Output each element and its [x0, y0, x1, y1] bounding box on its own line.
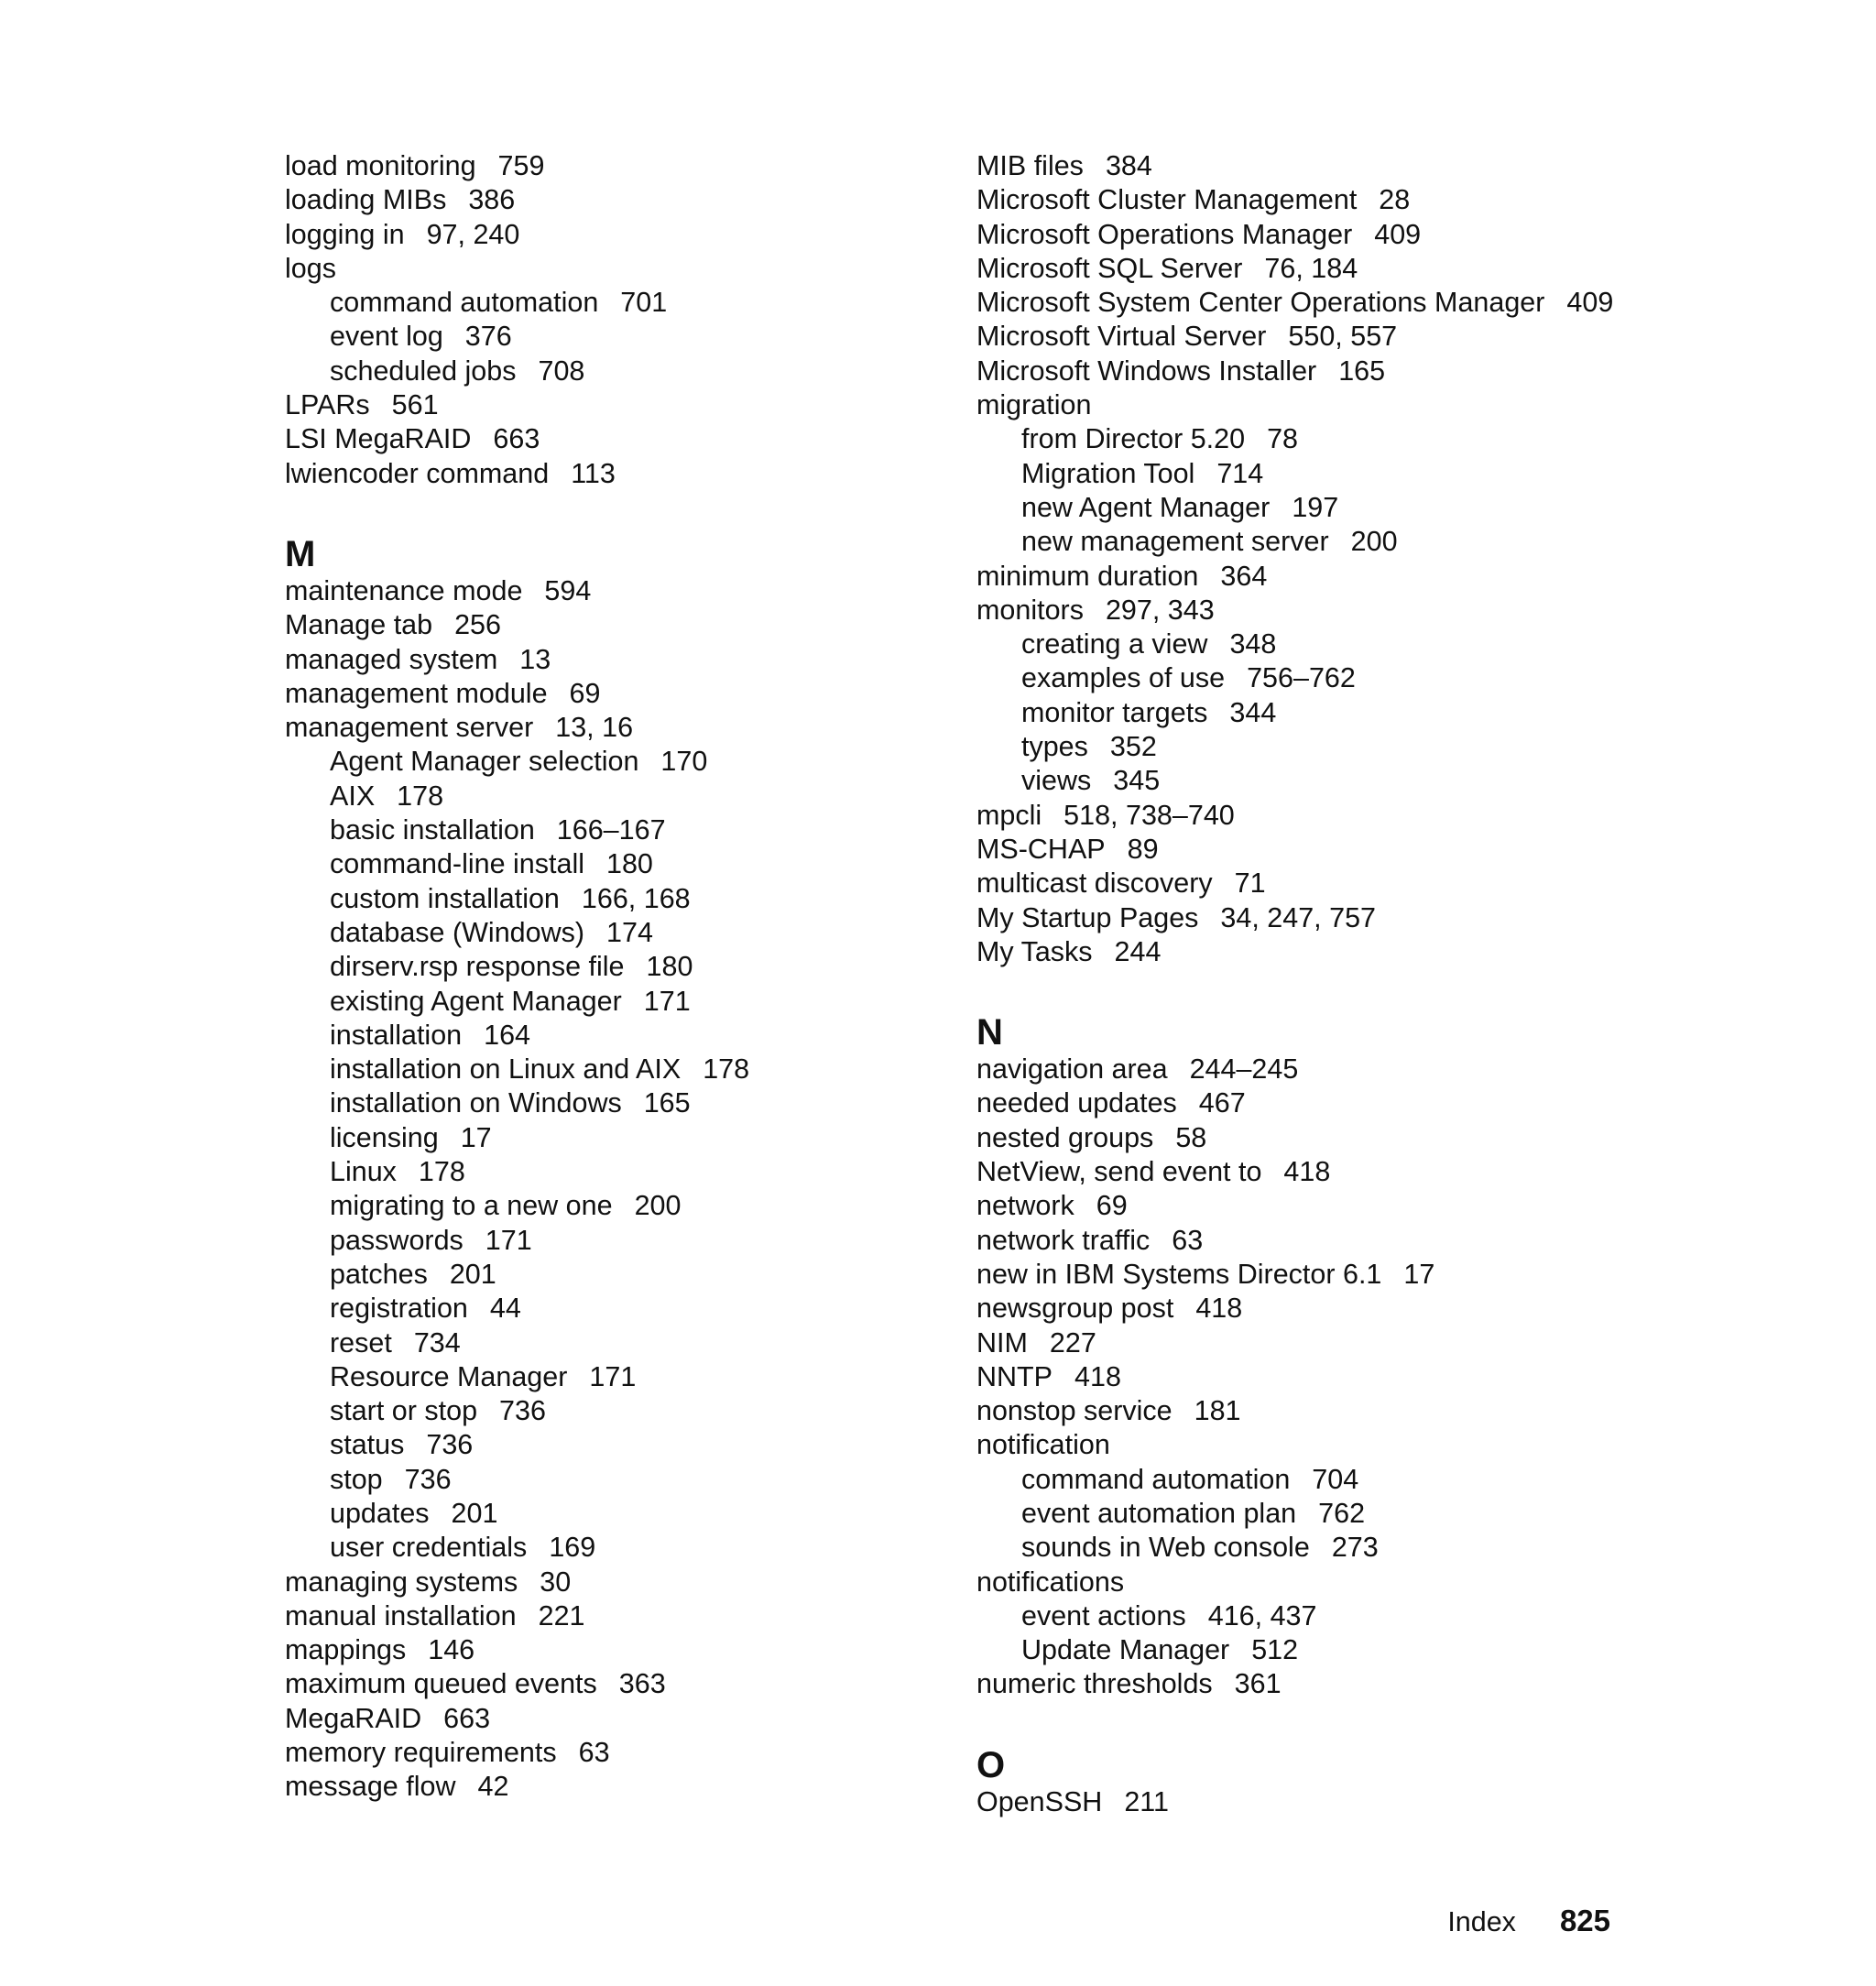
footer-label: Index [1447, 1906, 1516, 1937]
index-entry [976, 1785, 1654, 1819]
index-term: passwords [330, 1224, 464, 1256]
index-term: MS-CHAP [976, 833, 1106, 865]
index-page-refs: 174 [606, 916, 653, 948]
index-term: load monitoring [285, 150, 476, 181]
index-entry [976, 1155, 1654, 1189]
index-page-refs: 363 [618, 1668, 666, 1700]
index-term: numeric thresholds [976, 1668, 1213, 1700]
index-page-refs: 71 [1234, 868, 1266, 900]
index-page-refs: 344 [1229, 696, 1277, 728]
index-entry [976, 1326, 1654, 1360]
index-subentry [285, 1326, 963, 1360]
index-term: Microsoft System Center Operations Manager [976, 287, 1545, 319]
index-subentry [285, 1121, 963, 1155]
index-subentry [285, 847, 963, 881]
index-term: status [330, 1429, 405, 1461]
index-subentry [285, 1531, 963, 1565]
index-subentry [976, 1599, 1654, 1633]
index-subentry [285, 745, 963, 779]
index-subentry [285, 1497, 963, 1531]
index-section-letter: M [285, 533, 316, 574]
index-page-refs: 165 [1338, 355, 1386, 387]
index-entry [285, 643, 963, 677]
index-term: maintenance mode [285, 574, 523, 606]
index-page-refs: 736 [499, 1395, 546, 1427]
index-term: minimum duration [976, 560, 1199, 592]
index-term: types [1021, 731, 1088, 763]
index-entry [976, 1053, 1654, 1086]
index-page-refs: 256 [454, 609, 501, 641]
index-page-refs: 518, 738–740 [1063, 799, 1235, 831]
index-term: command automation [1021, 1463, 1291, 1495]
index-entry [976, 867, 1654, 900]
index-page-refs: 418 [1074, 1360, 1121, 1392]
index-page-refs: 164 [484, 1019, 531, 1051]
index-term: scheduled jobs [330, 355, 517, 387]
index-page-refs: 244 [1114, 935, 1162, 967]
index-page-refs: 221 [538, 1599, 585, 1631]
index-entry [976, 799, 1654, 833]
index-term: registration [330, 1293, 468, 1325]
index-section-letter: N [976, 1012, 1003, 1053]
index-page-refs: 113 [571, 457, 616, 489]
index-term: installation [330, 1019, 463, 1051]
index-page-refs: 178 [397, 780, 444, 812]
index-term: event actions [1021, 1599, 1186, 1631]
index-page-refs: 376 [464, 321, 512, 353]
index-subentry [285, 780, 963, 813]
index-page-refs: 418 [1283, 1156, 1331, 1188]
index-term: manual installation [285, 1599, 517, 1631]
index-term: licensing [330, 1121, 439, 1153]
index-entry [285, 1770, 963, 1804]
index-page-refs: 44 [489, 1293, 521, 1325]
index-term: logs [285, 252, 336, 284]
index-subentry [285, 286, 963, 320]
index-page-refs: 78 [1267, 423, 1299, 455]
index-term: from Director 5.20 [1021, 423, 1246, 455]
index-term: Microsoft Operations Manager [976, 218, 1353, 250]
index-page-refs: 17 [1403, 1258, 1435, 1290]
index-term: custom installation [330, 882, 560, 914]
index-term: multicast discovery [976, 868, 1213, 900]
index-page-refs: 170 [660, 746, 708, 778]
index-entry [285, 608, 963, 642]
index-term: Microsoft Windows Installer [976, 355, 1317, 387]
index-subentry [976, 1497, 1654, 1531]
index-entry [285, 457, 963, 491]
index-page-refs: 166–167 [556, 814, 666, 846]
index-page-refs: 166, 168 [581, 882, 691, 914]
index-page-refs: 416, 437 [1207, 1599, 1317, 1631]
index-term: event log [330, 321, 443, 353]
index-term: updates [330, 1497, 430, 1529]
index-entry [285, 1633, 963, 1667]
index-term: loading MIBs [285, 184, 447, 216]
index-term: reset [330, 1326, 392, 1359]
index-subentry [976, 1633, 1654, 1667]
index-term: monitor targets [1021, 696, 1208, 728]
index-page-refs: 345 [1113, 765, 1161, 797]
index-entry [285, 1599, 963, 1633]
index-term: memory requirements [285, 1737, 557, 1769]
index-entry [976, 252, 1654, 286]
index-subentry [285, 1189, 963, 1223]
index-term: AIX [330, 780, 376, 812]
index-page-refs: 736 [426, 1429, 474, 1461]
index-subentry [976, 422, 1654, 456]
index-term: migration [976, 389, 1092, 421]
index-page-refs: 386 [468, 184, 516, 216]
index-entry [976, 1428, 1654, 1462]
index-entry [976, 1121, 1654, 1155]
index-term: notifications [976, 1566, 1125, 1598]
index-term: maximum queued events [285, 1668, 597, 1700]
index-page-refs: 512 [1251, 1634, 1299, 1666]
index-subentry [285, 916, 963, 950]
index-entry [976, 183, 1654, 217]
index-entry [285, 388, 963, 422]
index-subentry [285, 950, 963, 984]
index-page-refs: 34, 247, 757 [1220, 901, 1377, 933]
page-footer [1447, 1904, 1610, 1938]
index-entry [285, 1702, 963, 1736]
index-page-refs: 409 [1566, 287, 1614, 319]
index-entry [285, 218, 963, 252]
index-page-refs: 169 [549, 1532, 596, 1564]
index-term: nested groups [976, 1121, 1154, 1153]
index-term: Linux [330, 1156, 397, 1188]
index-term: patches [330, 1258, 428, 1290]
index-entry [976, 388, 1654, 422]
index-term: start or stop [330, 1395, 478, 1427]
index-page-refs: 756–762 [1247, 662, 1356, 694]
index-page-refs: 701 [620, 287, 668, 319]
index-term: Migration Tool [1021, 457, 1195, 489]
index-entry [285, 422, 963, 456]
index-page-refs: 171 [643, 985, 691, 1017]
index-entry [285, 252, 963, 286]
index-term: notification [976, 1429, 1110, 1461]
index-subentry [285, 1086, 963, 1120]
index-term: sounds in Web console [1021, 1532, 1310, 1564]
index-entry [976, 833, 1654, 867]
index-term: stop [330, 1463, 383, 1495]
index-subentry [285, 1258, 963, 1292]
index-subentry [285, 1463, 963, 1497]
index-page-refs: 663 [443, 1702, 491, 1734]
index-subentry [285, 1224, 963, 1258]
index-entry [976, 355, 1654, 388]
index-page-refs: 762 [1318, 1497, 1366, 1529]
index-entry [976, 901, 1654, 935]
index-entry [976, 560, 1654, 594]
index-page-refs: 297, 343 [1105, 594, 1215, 626]
index-term: mappings [285, 1634, 407, 1666]
index-entry [976, 1292, 1654, 1326]
index-entry [976, 1224, 1654, 1258]
index-term: command-line install [330, 848, 584, 880]
index-subentry [285, 813, 963, 847]
index-entry [976, 935, 1654, 969]
index-entry [285, 183, 963, 217]
index-entry [976, 1360, 1654, 1394]
index-entry [285, 711, 963, 745]
index-term: NNTP [976, 1360, 1053, 1392]
index-subentry [285, 1053, 963, 1086]
index-term: logging in [285, 218, 405, 250]
index-entry [976, 594, 1654, 627]
index-page-refs: 594 [544, 574, 592, 606]
index-term: mpcli [976, 799, 1042, 831]
index-entry [976, 286, 1654, 320]
index-subentry [285, 1428, 963, 1462]
index-page-refs: 63 [1172, 1224, 1204, 1256]
index-page-refs: 211 [1124, 1785, 1169, 1817]
index-page-refs: 734 [413, 1326, 461, 1359]
index-page-refs: 58 [1175, 1121, 1207, 1153]
index-page-refs: 550, 557 [1288, 321, 1398, 353]
index-page-refs: 418 [1195, 1293, 1243, 1325]
index-page-refs: 201 [451, 1497, 498, 1529]
index-entry [976, 1258, 1654, 1292]
index-entry [976, 1667, 1654, 1701]
index-term: needed updates [976, 1087, 1177, 1119]
index-page-refs: 178 [703, 1053, 750, 1086]
index-subentry [285, 320, 963, 354]
index-term: views [1021, 765, 1092, 797]
index-entry [285, 1736, 963, 1770]
index-term: new in IBM Systems Director 6.1 [976, 1258, 1382, 1290]
page-number: 825 [1559, 1904, 1610, 1937]
index-page-refs: 146 [428, 1634, 475, 1666]
index-subentry [976, 1463, 1654, 1497]
index-page-refs: 180 [646, 951, 693, 983]
index-page-refs: 180 [606, 848, 653, 880]
index-page-refs: 13, 16 [555, 712, 634, 744]
index-page-refs: 97, 240 [426, 218, 520, 250]
index-term: basic installation [330, 814, 535, 846]
index-page-refs: 171 [589, 1360, 637, 1392]
index-subentry [285, 985, 963, 1019]
index-page-refs: 348 [1229, 628, 1277, 660]
index-section-letter: O [976, 1744, 1006, 1785]
index-subentry [285, 1394, 963, 1428]
index-page-refs: 352 [1109, 731, 1157, 763]
index-term: management server [285, 712, 534, 744]
index-term: nonstop service [976, 1395, 1172, 1427]
index-term: new management server [1021, 526, 1329, 558]
index-entry [976, 1189, 1654, 1223]
index-subentry [285, 882, 963, 916]
index-term: NetView, send event to [976, 1156, 1262, 1188]
index-page-refs: 178 [418, 1156, 465, 1188]
index-page-refs: 17 [460, 1121, 492, 1153]
index-term: new Agent Manager [1021, 491, 1271, 523]
index-term: managed system [285, 643, 498, 675]
index-term: installation on Linux and AIX [330, 1053, 682, 1086]
index-term: MegaRAID [285, 1702, 422, 1734]
index-page-refs: 28 [1379, 184, 1411, 216]
index-page-refs: 165 [643, 1087, 691, 1119]
index-page-refs: 384 [1105, 150, 1152, 181]
index-term: management module [285, 677, 548, 709]
index-subentry [976, 491, 1654, 525]
index-column-left [285, 149, 963, 1805]
index-entry [976, 1086, 1654, 1120]
index-page-refs: 201 [449, 1258, 496, 1290]
index-page-refs: 364 [1220, 560, 1268, 592]
index-page-refs: 714 [1216, 457, 1264, 489]
index-term: examples of use [1021, 662, 1226, 694]
index-term: network traffic [976, 1224, 1151, 1256]
index-page-refs: 42 [477, 1771, 509, 1803]
index-term: Update Manager [1021, 1634, 1230, 1666]
index-page-refs: 273 [1331, 1532, 1379, 1564]
index-entry [285, 677, 963, 711]
index-term: command automation [330, 287, 599, 319]
index-page-refs: 467 [1198, 1087, 1246, 1119]
index-term: existing Agent Manager [330, 985, 622, 1017]
index-term: user credentials [330, 1532, 528, 1564]
index-subentry [976, 1531, 1654, 1565]
index-term: NIM [976, 1326, 1028, 1359]
index-entry [285, 1667, 963, 1701]
index-entry [976, 149, 1654, 183]
index-subentry [285, 1360, 963, 1394]
index-entry [976, 1566, 1654, 1599]
index-term: event automation plan [1021, 1497, 1297, 1529]
index-subentry [285, 355, 963, 388]
index-term: OpenSSH [976, 1785, 1103, 1817]
index-term: Microsoft Cluster Management [976, 184, 1358, 216]
index-entry [285, 149, 963, 183]
index-term: My Startup Pages [976, 901, 1199, 933]
index-page-refs: 663 [493, 423, 540, 455]
index-page-refs: 13 [519, 643, 551, 675]
index-subentry [976, 730, 1654, 764]
index-term: Manage tab [285, 609, 433, 641]
index-page-refs: 200 [1350, 526, 1398, 558]
index-subentry [285, 1155, 963, 1189]
index-subentry [976, 457, 1654, 491]
index-term: navigation area [976, 1053, 1168, 1086]
index-page-refs: 244–245 [1189, 1053, 1299, 1086]
index-term: migrating to a new one [330, 1190, 613, 1222]
index-entry [285, 574, 963, 608]
index-subentry [976, 627, 1654, 661]
index-page-refs: 200 [634, 1190, 682, 1222]
index-subentry [285, 1292, 963, 1326]
index-term: message flow [285, 1771, 456, 1803]
index-term: Microsoft Virtual Server [976, 321, 1267, 353]
index-term: managing systems [285, 1566, 518, 1598]
index-term: LSI MegaRAID [285, 423, 472, 455]
index-entry [976, 320, 1654, 354]
index-page-refs: 76, 184 [1264, 252, 1358, 284]
index-page-refs: 69 [1096, 1190, 1128, 1222]
index-subentry [976, 696, 1654, 730]
index-page-refs: 30 [540, 1566, 572, 1598]
index-entry [976, 218, 1654, 252]
index-page-refs: 704 [1312, 1463, 1359, 1495]
index-page-refs: 197 [1292, 491, 1339, 523]
index-page-refs: 69 [569, 677, 601, 709]
index-page-refs: 361 [1234, 1668, 1282, 1700]
index-term: My Tasks [976, 935, 1093, 967]
index-page-refs: 227 [1049, 1326, 1096, 1359]
index-term: creating a view [1021, 628, 1208, 660]
index-term: database (Windows) [330, 916, 585, 948]
index-entry [285, 1566, 963, 1599]
index-page-refs: 409 [1374, 218, 1422, 250]
index-page-refs: 561 [391, 389, 439, 421]
index-term: Agent Manager selection [330, 746, 639, 778]
index-subentry [976, 764, 1654, 798]
index-term: dirserv.rsp response file [330, 951, 625, 983]
index-subentry [285, 1019, 963, 1053]
index-page-refs: 759 [497, 150, 545, 181]
index-subentry [976, 525, 1654, 559]
index-term: Microsoft SQL Server [976, 252, 1243, 284]
index-page-refs: 708 [538, 355, 585, 387]
index-term: newsgroup post [976, 1293, 1174, 1325]
index-term: MIB files [976, 150, 1084, 181]
index-page-refs: 171 [485, 1224, 532, 1256]
index-term: installation on Windows [330, 1087, 622, 1119]
index-subentry [976, 661, 1654, 695]
index-entry [976, 1394, 1654, 1428]
index-page-refs: 736 [404, 1463, 452, 1495]
index-term: lwiencoder command [285, 457, 550, 489]
index-term: monitors [976, 594, 1084, 626]
index-term: Resource Manager [330, 1360, 568, 1392]
index-page-refs: 63 [578, 1737, 610, 1769]
index-term: LPARs [285, 389, 370, 421]
index-page-refs: 89 [1127, 833, 1159, 865]
index-term: network [976, 1190, 1074, 1222]
index-page-refs: 181 [1194, 1395, 1241, 1427]
index-column-right [976, 149, 1654, 1819]
